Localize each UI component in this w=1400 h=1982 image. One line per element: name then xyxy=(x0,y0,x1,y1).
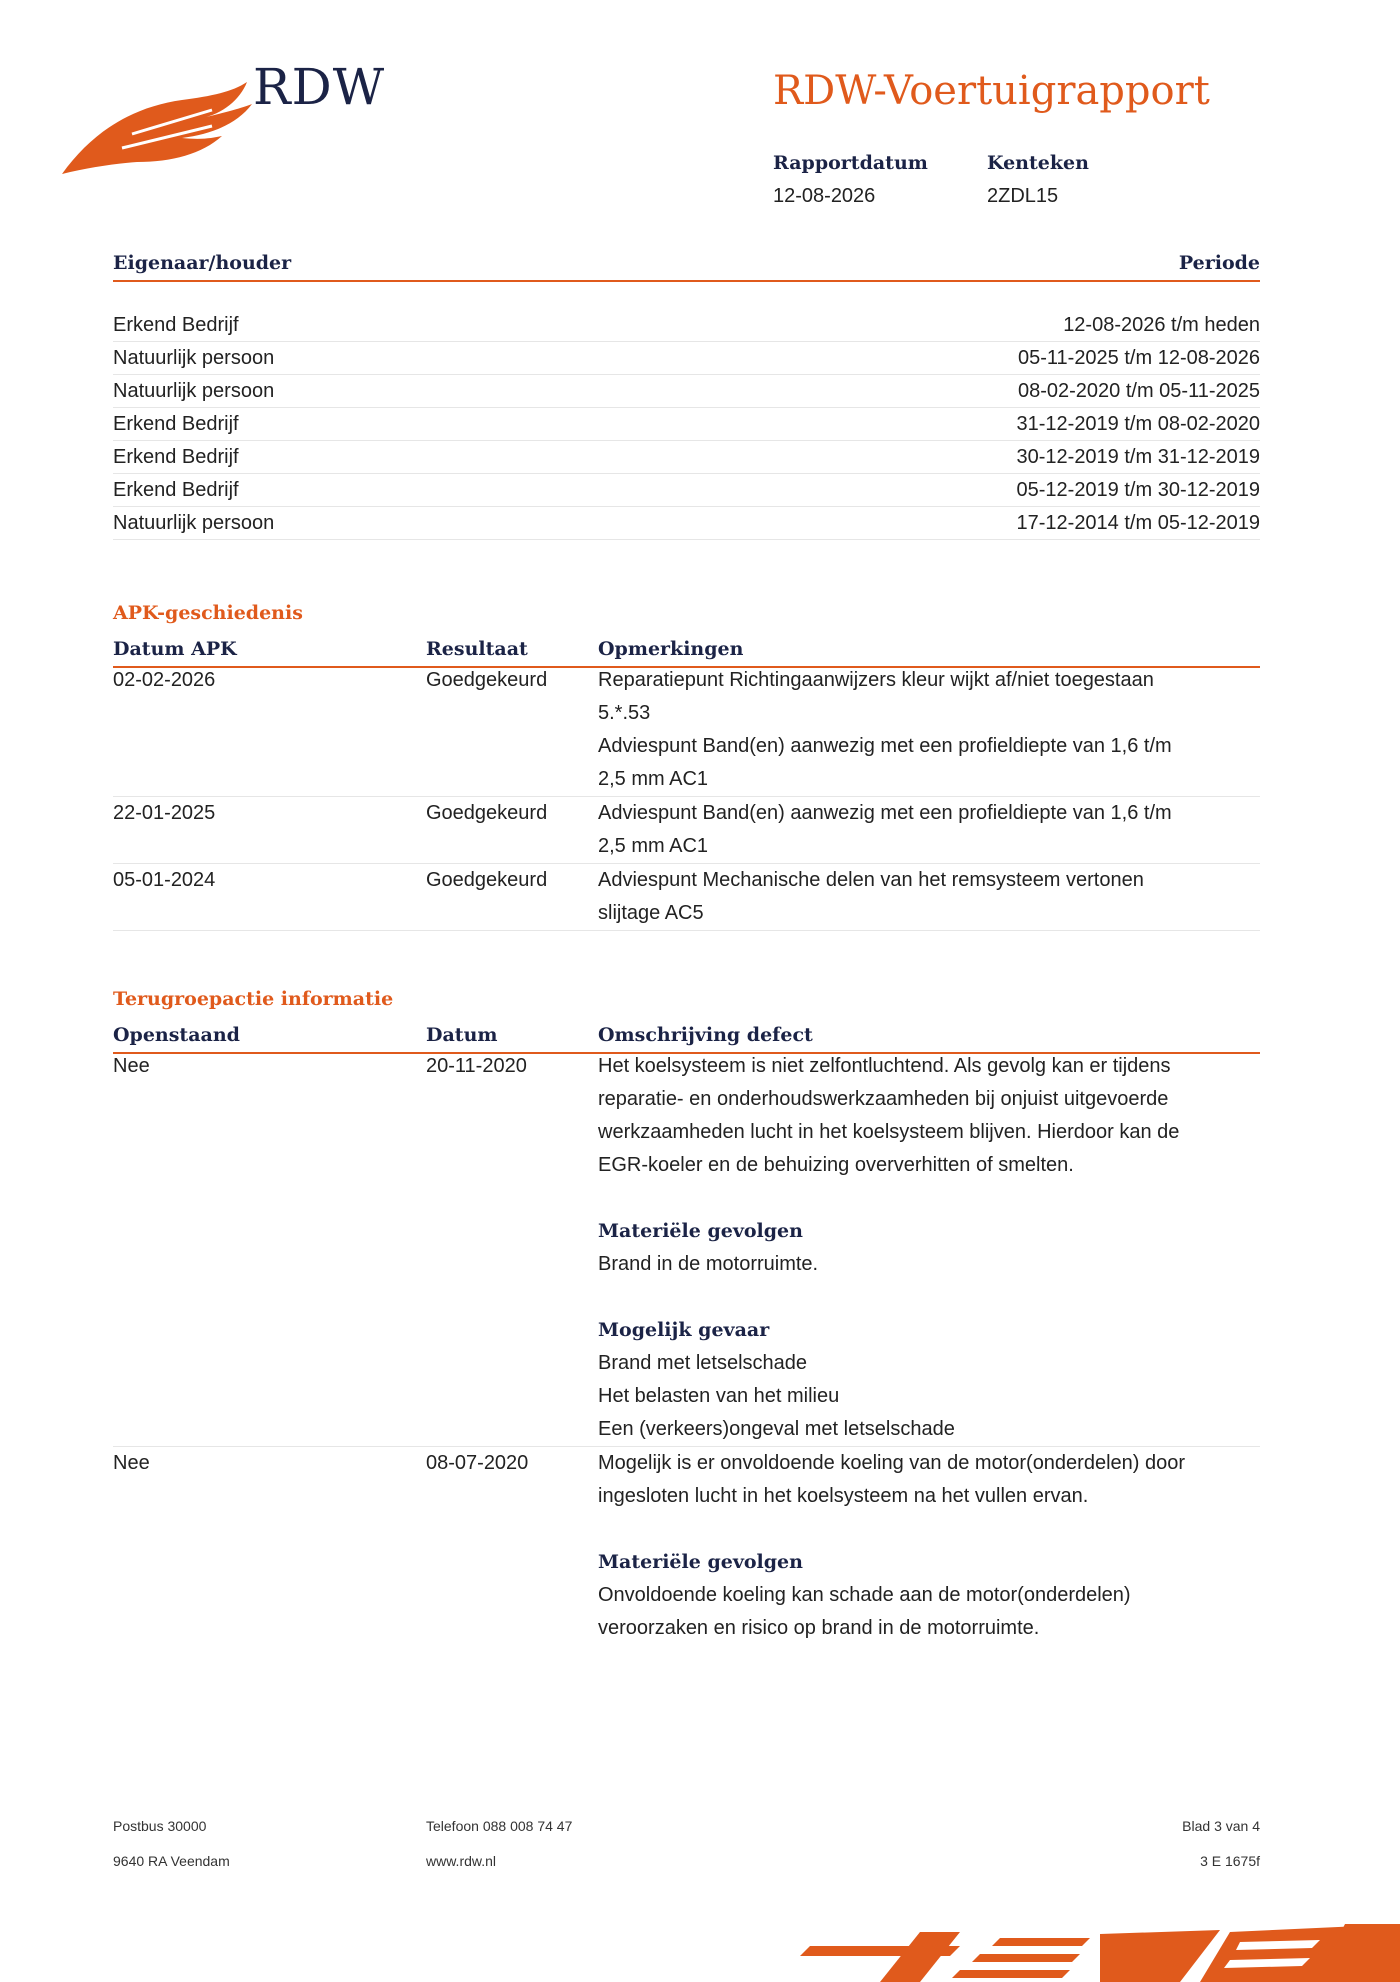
remark-line: Adviespunt Band(en) aanwezig met een profieldiepte van 1,6 t/m xyxy=(598,802,1172,824)
footer-document-code: 3 E 1675f xyxy=(1200,1853,1260,1869)
apk-result-cell: Goedgekeurd xyxy=(426,669,548,691)
plate-label: Kenteken xyxy=(987,152,1089,174)
remark-line: 2,5 mm AC1 xyxy=(598,768,709,790)
table-row xyxy=(113,507,1260,540)
report-date-label: Rapportdatum xyxy=(773,152,928,174)
recall-open-column-header: Openstaand xyxy=(113,1024,240,1046)
footer-address-line2: 9640 RA Veendam xyxy=(113,1853,230,1869)
period-cell: 05-11-2025 t/m 12-08-2026 xyxy=(1017,347,1260,369)
desc-line: EGR-koeler en de behuizing oververhitten of smelten. xyxy=(598,1154,1074,1176)
consequence-line: Brand in de motorruimte. xyxy=(598,1253,819,1275)
possible-danger-heading: Mogelijk gevaar xyxy=(598,1319,770,1341)
table-row xyxy=(113,664,1260,797)
apk-remarks-cell xyxy=(598,797,1238,863)
owner-cell: Erkend Bedrijf xyxy=(113,314,239,336)
apk-remarks-cell xyxy=(598,664,1238,796)
recall-open-cell: Nee xyxy=(113,1055,150,1077)
table-row xyxy=(113,441,1260,474)
recall-desc-cell xyxy=(598,1447,1238,1645)
remark-line: 2,5 mm AC1 xyxy=(598,835,709,857)
desc-line: reparatie- en onderhoudswerkzaamheden bij onjuist uitgevoerde xyxy=(598,1088,1169,1110)
recall-header xyxy=(113,1018,1260,1054)
apk-date-cell: 22-01-2025 xyxy=(113,802,216,824)
table-row xyxy=(113,309,1260,342)
recall-section-title: Terugroepactie informatie xyxy=(113,988,394,1010)
plate-value: 2ZDL15 xyxy=(987,185,1059,207)
remark-line: Reparatiepunt Richtingaanwijzers kleur wijkt af/niet toegestaan xyxy=(598,669,1154,691)
desc-line: Het koelsysteem is niet zelfontluchtend. Als gevolg kan er tijdens xyxy=(598,1055,1171,1077)
recall-table xyxy=(113,1050,1260,1645)
material-consequences-heading: Materiële gevolgen xyxy=(598,1220,803,1242)
consequence-line: veroorzaken en risico op brand in de motorruimte. xyxy=(598,1617,1040,1639)
owner-cell: Erkend Bedrijf xyxy=(113,446,239,468)
owners-table xyxy=(113,309,1260,540)
report-date-value: 12-08-2026 xyxy=(773,185,876,207)
table-row xyxy=(113,342,1260,375)
table-row xyxy=(113,1447,1260,1645)
period-cell: 17-12-2014 t/m 05-12-2019 xyxy=(1016,512,1260,534)
owner-cell: Natuurlijk persoon xyxy=(113,380,275,402)
apk-result-column-header: Resultaat xyxy=(426,638,528,660)
apk-date-column-header: Datum APK xyxy=(113,638,237,660)
owner-cell: Natuurlijk persoon xyxy=(113,512,275,534)
period-cell: 31-12-2019 t/m 08-02-2020 xyxy=(1016,413,1260,435)
desc-line: werkzaamheden lucht in het koelsysteem blijven. Hierdoor kan de xyxy=(598,1121,1180,1143)
table-row xyxy=(113,864,1260,931)
recall-date-cell: 08-07-2020 xyxy=(426,1452,529,1474)
apk-remarks-cell xyxy=(598,864,1238,930)
apk-date-cell: 05-01-2024 xyxy=(113,869,216,891)
consequence-line: Onvoldoende koeling kan schade aan de motor(onderdelen) xyxy=(598,1584,1131,1606)
table-row xyxy=(113,408,1260,441)
period-cell: 08-02-2020 t/m 05-11-2025 xyxy=(1017,380,1260,402)
apk-remarks-column-header: Opmerkingen xyxy=(598,638,744,660)
period-cell: 12-08-2026 t/m heden xyxy=(1063,314,1260,336)
logo-text: RDW xyxy=(253,58,386,116)
page-title: RDW-Voertuigrapport xyxy=(773,68,1210,114)
danger-line: Een (verkeers)ongeval met letselschade xyxy=(598,1418,955,1440)
decorative-stripes-icon xyxy=(800,1924,1400,1982)
recall-date-cell: 20-11-2020 xyxy=(426,1055,527,1077)
recall-desc-cell xyxy=(598,1050,1238,1446)
danger-line: Brand met letselschade xyxy=(598,1352,808,1374)
apk-date-cell: 02-02-2026 xyxy=(113,669,216,691)
period-cell: 05-12-2019 t/m 30-12-2019 xyxy=(1016,479,1260,501)
apk-result-cell: Goedgekeurd xyxy=(426,869,548,891)
table-row xyxy=(113,1050,1260,1447)
remark-line: Adviespunt Band(en) aanwezig met een profieldiepte van 1,6 t/m xyxy=(598,735,1172,757)
table-row xyxy=(113,375,1260,408)
footer-page-number: Blad 3 van 4 xyxy=(1182,1818,1260,1834)
recall-date-column-header: Datum xyxy=(426,1024,498,1046)
recall-desc-column-header: Omschrijving defect xyxy=(598,1024,813,1046)
danger-line: Het belasten van het milieu xyxy=(598,1385,840,1407)
period-cell: 30-12-2019 t/m 31-12-2019 xyxy=(1016,446,1260,468)
owner-cell: Natuurlijk persoon xyxy=(113,347,275,369)
material-consequences-heading: Materiële gevolgen xyxy=(598,1551,803,1573)
apk-table xyxy=(113,664,1260,931)
table-row xyxy=(113,474,1260,507)
desc-line: Mogelijk is er onvoldoende koeling van de motor(onderdelen) door xyxy=(598,1452,1186,1474)
period-column-header: Periode xyxy=(1178,252,1260,274)
apk-header xyxy=(113,632,1260,668)
owner-cell: Erkend Bedrijf xyxy=(113,413,239,435)
desc-line: ingesloten lucht in het koelsysteem na het vullen ervan. xyxy=(598,1485,1089,1507)
remark-line: 5.*.53 xyxy=(598,702,651,724)
footer-website: www.rdw.nl xyxy=(426,1853,497,1869)
table-row xyxy=(113,797,1260,864)
owners-header xyxy=(113,244,1260,282)
recall-open-cell: Nee xyxy=(113,1452,150,1474)
apk-result-cell: Goedgekeurd xyxy=(426,802,548,824)
apk-section-title: APK-geschiedenis xyxy=(113,602,303,624)
owner-cell: Erkend Bedrijf xyxy=(113,479,239,501)
footer-phone: Telefoon 088 008 74 47 xyxy=(426,1818,573,1834)
owner-column-header: Eigenaar/houder xyxy=(113,252,292,274)
remark-line: Adviespunt Mechanische delen van het remsysteem vertonen xyxy=(598,869,1144,891)
remark-line: slijtage AC5 xyxy=(598,902,704,924)
footer-address-line1: Postbus 30000 xyxy=(113,1818,207,1834)
